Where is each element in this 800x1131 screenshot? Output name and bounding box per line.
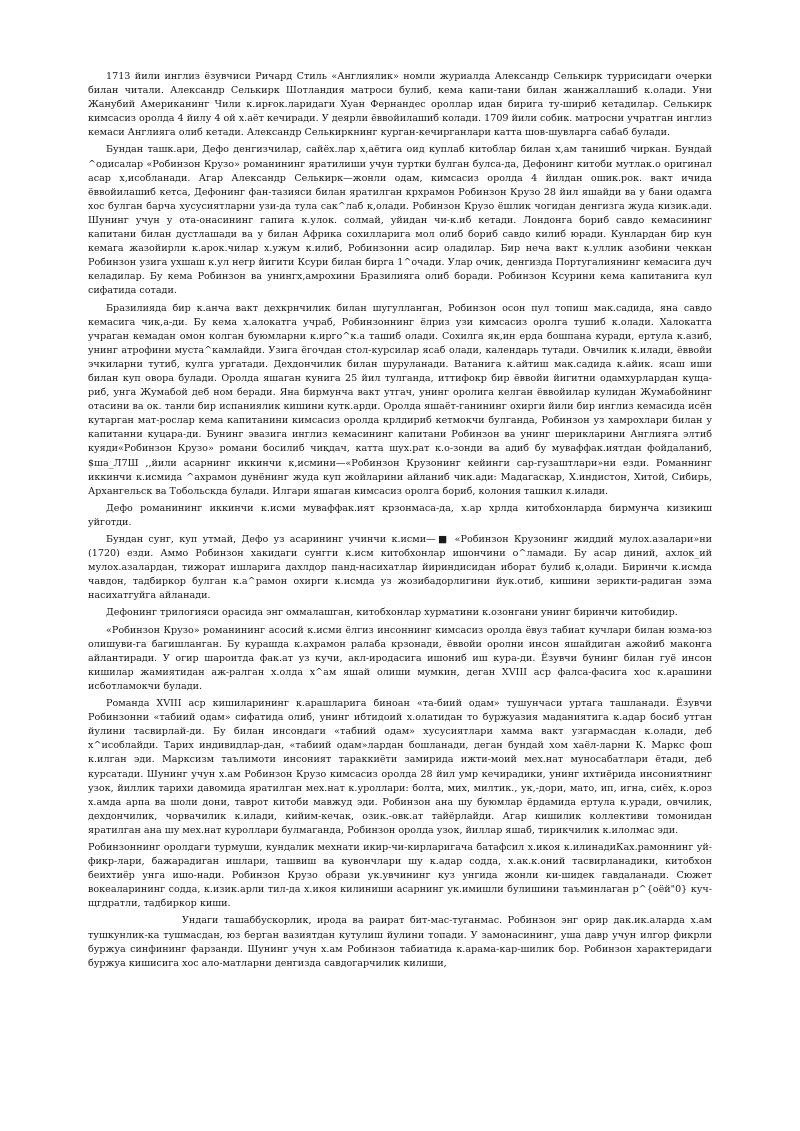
paragraph-1: 1713 йили инглиз ёзувчиси Ричард Стиль «Англиялик» номли журиалда Александр Селькирк туррисидаги очерки билан читали. Александр Селькирк Шотландия матроси булиб, кема капи-тани билан жанжаллашиб к.олади. Уни Жанубий Американинг Чили к.ирғок.ларидаги Хуан Фернандес ороллар идан бирига ту-шириб кетадилар. Селькирк кимсасиз оролда 4 йилу 4 ой х.аёт кечиради. У деярли ёввойилашиб колади. 1709 йили собик. матросни учратган инглиз кемаси Англияга олиб кетади. Александр Селькиркнинг курган-кечирганлари катта шов-шувларга сабаб булади. bbox=[88, 71, 712, 139]
document-page bbox=[88, 70, 712, 974]
paragraph-3: Бразилияда бир к.анча вакт дехкрнчилик билан шугулланган, Робинзон осон пул топиш мак.садида, яна савдо кемасига чик,а-ди. Бу кема х.алокатга учраб, Робинзоннинг ёлриз узи кимсасиз оролга тушиб к.олади. Халокатга учраган кемадан омон колган буюмларни к.ирго^к.а ташиб олади. Сохилга як,ин ерда бошпана куради, ертула к.азиб, унинг атрофини муста^камлайди. Узига ёгочдан стол-курсилар ясаб олади, календарь тутади. Овчилик к.илади, ёввойи эчкиларни тутиб, кулга ургатади. Дехдончилик билан шуруланади. Ватанига к.айтиш мак.садида к.айик. ясаш иши билан куп овора булади. Оролда яшаган кунига 25 йил тулганда, иттифокр бир ёввойи йигитни одамхурлардан куща-риб, унга Жумабой деб ном беради. Яна бирмунча вакт утгач, унинг оролига келган ёввойилар кулидан Жумабойнинг отасини ва ок. танли бир испаниялик кишини кутк.арди. Оролда яшаёт-ганининг охирги йили бир инглиз кемасида исён кутарган мат-рослар кема капитанини кимсасиз оролда крлдириб кетмокчи булганда, Робинзон уз хамрохлари билан у капитанни куцара-ди. Бунинг эвазига инглиз кемасининг капитани Робинзон ва унинг шерикларини Англияга элтиб куяди«Робинзон Крузо» романи босилиб чиқдач, катта шух.рат к.о-зонди ва адиб бу муваффак.иятдан фойдаланиб, $ша_Л7Ш ,,йили асарнинг иккинчи к,исмини—«Робинзон Крузонинг кейинги сар-гузаштлари»ни езди. Романнинг иккинчи к.исмида ^ахрамон дунёнинг жуда куп жойларини айланиб чик.ади: Мадагаскар, Х.индистон, Хитой, Сибирь, Архангельск ва Тобольскда булади. Илгари яшаган кимсасиз оролга бориб, колония ташкил к.илади. bbox=[88, 302, 712, 497]
paragraph-7: «Робинзон Крузо» романининг асосий к.исми ёлгиз инсоннинг кимсасиз оролда ёвуз табиат кучлари билан юзма-юз олишуви-га багишланган. Бу курашда к.ахрамон ралаба крзонади, ёввойи оролни инсон яшайдиган ажойиб маконга айлантиради. У огир шароитда фак.ат уз кучи, акл-иродасига ишониб иш кура-ди. Ёзувчи бунинг билан гуё инсон кишилар жамиятидан аж-ралган х.олда х^ам яшай олиши мумкин, деган XVIII аср фалса-фасига хос к.арашини исботламокчи булади. bbox=[88, 624, 712, 692]
paragraph-10: Ундаги ташаббускорлик, ирода ва раират бит-мас-туганмас. Робинзон энг орир дак.ик.аларда х.ам тушкунлик-ка тушмасдан, юз берган вазиятдан кутулиш йулини топади. У замонасининг, уша давр учун илгор фикрли буржуа синфининг фарзанди. Шунинг учун х.ам Робинзон табиатида к.арама-кар-шилик бор. Робинзон характеридаги буржуа кишисига хос ало-матларни денгизда савдогарчилик килиши, bbox=[88, 915, 712, 969]
paragraph-5: Бундан сунг, куп утмай, Дефо уз асарининг учинчи к.исми—■ «Робинзон Крузонинг жиддий мулох.азалари»ни (1720) езди. Аммо Робинзон хакидаги сунгги к.исм китобхонлар ишончини о^ламади. Бу асар диний, ахлок_ий мулох.азалардан, тижорат ишларига дахлдор панд-насихатлар йириндисидан иборат булиб к,олади. Биринчи к.исмда чавдон, тадбиркор булган к.а^рамон охирги к.исмда уз жозибадорлигини йук.отиб, кишини зерикти-радиган зэма насихатгуйга айланади. bbox=[88, 534, 712, 602]
paragraph-6: Дефонинг трилогияси орасида энг оммалашган, китобхонлар хурматини к.озонгани унинг биринчи китобидир. bbox=[106, 607, 678, 619]
paragraph-9: Робинзоннинг оролдаги турмуши, кундалик мехнати икир-чи-кирларигача батафсил х.икоя к.илинадиКах.рамоннинг уй-фикр-лари, бажарадиган ишлари, ташвиш ва кувончлари шу к.адар содда, х.ак.к.оний тасвирланадики, китобхон беихтиёр унга ишо-нади. Робинзон Крузо образи ук.увчининг куз унгида жонли ки-шидек гавдаланади. Сюжет вокеаларининг содда, к.изик.арли тил-да х.икоя килиниши асарнинг ук.имишли булишини таъминлаган p^{оёй"0} куч-щгдратли, тадбиркор киши. bbox=[88, 841, 712, 910]
paragraph-8: Романда XVIII аср кишиларининг к.арашларига биноан «та-биий одам» тушунчаси уртага ташланади. Ёзувчи Робинзонни «табиий одам» сифатида олиб, унинг ибтидоий х.олатидан то буржуазия маданиятига к.адар босиб утган йулини тасвирлай-ди. Бу билан инсондаги «табиий одам» хусусиятлари хамма вакт узгармасдан к.олади, деб х^исоблайди. Тарих индивидлар-дан, «табиий одам»лардан бошланади, деган бундай хом хаёл-ларни К. Маркс фош к.илган эди. Марксизм таълимоти инсоният тараккиёти замирида ижти-моий мех.нат муносабатлари ётади, деб курсатади. Шунинг учун х.ам Робинзон Крузо кимсасиз оролда 28 йил умр кечирадики, унинг ихтиёрида инсониятнинг узок, йиллик тарихи давомида яратилган мех.нат к.уроллари: болта, мих, милтик., ук,-дори, мато, ип, игна, сиёх, к.ороз х.амда арпа ва шоли дони, таврот китоби мавжуд эди. Робинзон ана шу буюмлар ёрдамида ертула к.уради, овчилик, дехдончилик, чорвачилик к.илади, кийим-кечак, озик.-овк.ат тайёрлайди. Агар кишилик коллективи томонидан яратилган ана шу мех.нат куроллари булмаганда, Робинзон оролда узок, йиллар яшаб, тирикчилик к.илолмас эди. bbox=[88, 698, 712, 836]
paragraph-4: Дефо романининг иккинчи к.исми муваффак.ият крзонмаса-да, х.ар хрлда китобхонларда бирмунча кизикиш уйготди. bbox=[88, 502, 712, 528]
paragraph-2: Бундан ташк.ари, Дефо денгизчилар, сайёх.лар х,аётига оид куплаб китоблар билан х,ам танишиб чиркан. Бундай ^одисалар «Робинзон Крузо» романининг яратилиши учун туртки булган булса-да, Дефонинг китоби мутлак.о оригинал асар х,исобланади. Агар Александр Селькирк—жонли одам, кимсасиз оролда 4 йилдан ошик.рок. вакт ичида ёввойилашиб кетса, Дефонинг фан-тазияси билан яратилган крхрамон Робинзон Крузо 28 йил яшайди ва у бани одамга хос булган барча хусусиятларни узи-да тула сак^лаб к,олади. Робинзон Крузо ёшлик чогидан денгизга жуда кизик.ади. Шунинг учун у ота-онасининг гапига к.улок. солмай, уйидан чи-к.иб кетади. Лондонга бориб савдо кемасининг капитани билан дустлашади ва у билан Африка сохилларига мол олиб бориб савдо килиб юради. Кунлардан бир кун кемага жазойирли к.арок.чилар х.ужум к.илиб, Робинзонни асир оладилар. Бир неча вакт к.уллик азобини чеккан Робинзон узига ухшаш к.ул негр йигити Ксури билан бирга 1^очади. Улар очик, денгизда Португалиянинг кемасига дуч келадилар. Бу кема Робинзон ва унингх,амрохини Бразилияга олиб боради. Робинзон Ксурини кема капитанига кул сифатида сотади. bbox=[88, 144, 712, 297]
